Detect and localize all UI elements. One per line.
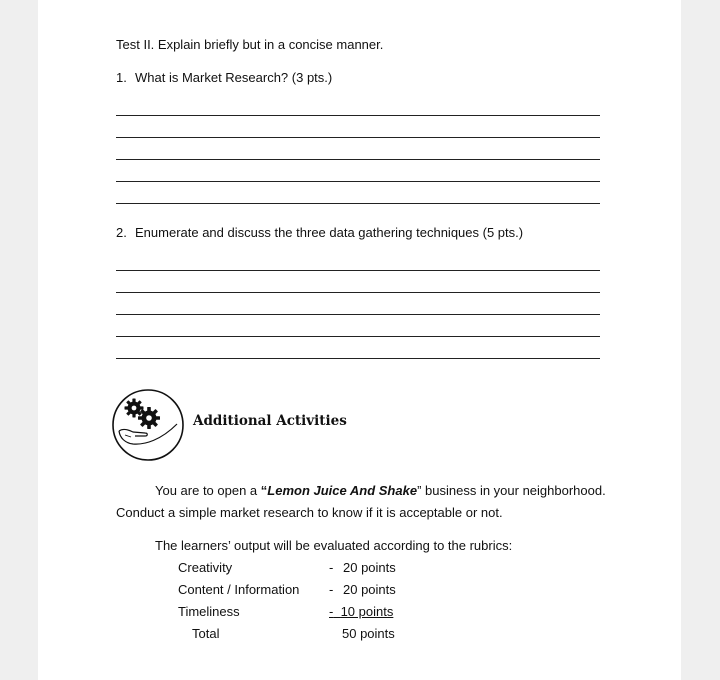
quote-close: ” <box>417 483 422 498</box>
gears-in-hand-icon <box>111 388 185 462</box>
total-label: Total <box>192 626 220 641</box>
answer-line <box>116 203 600 204</box>
document-page <box>38 0 681 680</box>
paragraph-text: You are to open a <box>155 483 261 498</box>
rubric-dash: - <box>329 604 334 619</box>
business-name: Lemon Juice And Shake <box>267 483 418 498</box>
answer-line <box>116 115 600 116</box>
rubric-criterion: Creativity <box>178 560 233 575</box>
rubric-points: 20 points <box>343 560 396 575</box>
question-2-number: 2. <box>116 225 127 240</box>
answer-line <box>116 270 600 271</box>
answer-line <box>116 292 600 293</box>
answer-line <box>116 336 600 337</box>
question-2-text: Enumerate and discuss the three data gathering techniques (5 pts.) <box>135 225 524 240</box>
question-1-text: What is Market Research? (3 pts.) <box>135 70 333 85</box>
answer-line <box>116 159 600 160</box>
quote-open: “ <box>260 483 268 498</box>
rubric-points: 20 points <box>343 582 396 597</box>
rubric-dash: - <box>329 560 334 575</box>
total-points: 50 points <box>342 626 395 641</box>
rubric-intro: The learners’ output will be evaluated according to the rubrics: <box>155 538 513 553</box>
answer-line <box>116 181 600 182</box>
paragraph-text: business in your neighborhood. <box>421 483 606 498</box>
additional-activities-title: Additional Activities <box>193 413 347 429</box>
question-1-number: 1. <box>116 70 127 85</box>
activity-paragraph-line-2: Conduct a simple market research to know if it is acceptable or not. <box>116 505 503 520</box>
answer-line <box>116 314 600 315</box>
rubric-dash: - <box>329 582 334 597</box>
test-heading: Test II. Explain briefly but in a concise manner. <box>116 37 384 52</box>
rubric-points: 10 points <box>340 604 394 619</box>
answer-line <box>116 358 600 359</box>
rubric-criterion: Content / Information <box>178 582 300 597</box>
rubric-last-row <box>329 604 393 619</box>
answer-line <box>116 137 600 138</box>
activity-paragraph-line-1 <box>155 483 606 498</box>
rubric-criterion: Timeliness <box>178 604 240 619</box>
